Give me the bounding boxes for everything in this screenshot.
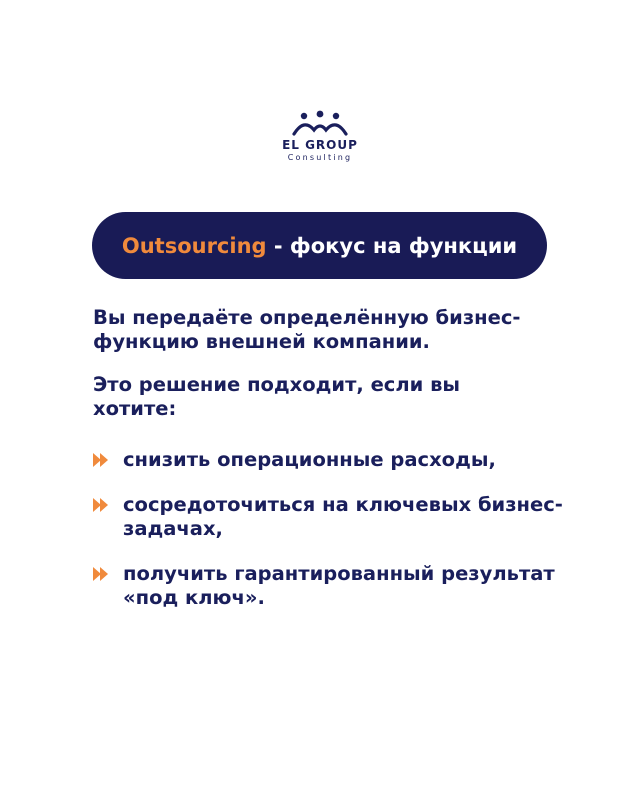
double-chevron-icon xyxy=(92,566,112,582)
list-item xyxy=(92,448,592,472)
intro-line-1: Вы передаёте определённую бизнес- xyxy=(93,306,521,329)
list-item-line: задачах, xyxy=(123,517,223,540)
list-item-line: сосредоточиться на ключевых бизнес- xyxy=(123,493,563,516)
condition-line-1: Это решение подходит, если вы xyxy=(93,373,461,396)
condition-paragraph xyxy=(93,373,573,421)
three-people-icon xyxy=(268,110,372,138)
double-chevron-icon xyxy=(92,452,112,468)
title-banner xyxy=(92,212,547,279)
title-rest: - фокус на функции xyxy=(266,233,518,258)
list-item-line: «под ключ». xyxy=(123,586,265,609)
logo-subtitle: Consulting xyxy=(287,153,353,162)
list-item xyxy=(92,493,592,541)
double-chevron-icon xyxy=(92,497,112,513)
title-accent-word: Outsourcing xyxy=(121,233,267,258)
list-item-line: получить гарантированный результат xyxy=(123,562,555,585)
list-item-line: снизить операционные расходы, xyxy=(123,448,496,471)
benefit-list xyxy=(92,448,592,631)
list-item xyxy=(92,562,592,610)
intro-line-2: функцию внешней компании. xyxy=(93,330,430,353)
logo xyxy=(268,110,372,170)
condition-line-2: хотите: xyxy=(93,397,177,420)
intro-paragraph xyxy=(93,306,573,354)
logo-title: EL GROUP xyxy=(282,138,358,152)
